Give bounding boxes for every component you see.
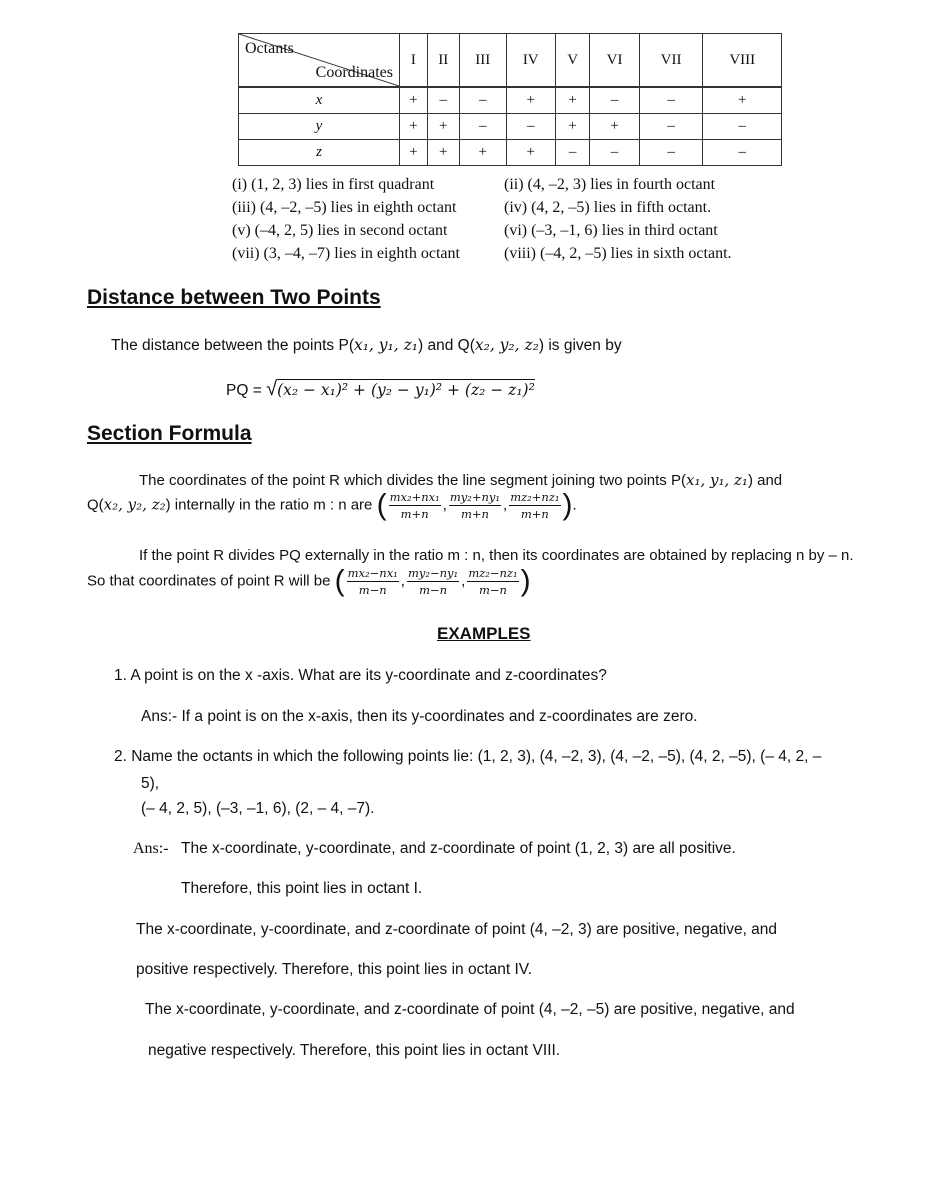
question-2-line-1: 2. Name the octants in which the following points lie: (1, 2, 3), (4, –2, 3), (4, –2, –5), (4, 2, –5), (– 4, 2, – xyxy=(114,748,822,765)
section-text: ) internally in the ratio m : n are xyxy=(165,496,373,514)
table-header-row xyxy=(239,34,782,88)
octant-header: I xyxy=(400,34,428,88)
sign-cell: + xyxy=(703,87,782,114)
sign-cell: – xyxy=(703,114,782,140)
octant-result: (ii) (4, –2, 3) lies in fourth octant xyxy=(504,176,716,193)
sign-cell: – xyxy=(506,114,555,140)
paren-open: ( xyxy=(334,564,345,598)
sign-cell: + xyxy=(506,87,555,114)
answer-2-line-5: The x-coordinate, y-coordinate, and z-coordinate of point (4, –2, –5) are positive, negative, and xyxy=(145,1001,795,1018)
sign-cell: + xyxy=(555,114,590,140)
octant-result-row xyxy=(232,242,732,265)
sign-cell: – xyxy=(590,87,639,114)
octant-header: II xyxy=(427,34,459,88)
distance-formula xyxy=(226,378,535,401)
sign-cell: – xyxy=(555,140,590,166)
sign-cell: – xyxy=(459,87,506,114)
point-q-coords: x₂, y₂, z₂ xyxy=(103,495,166,514)
octant-result-row xyxy=(232,173,732,196)
fraction-numerator: my₂−ny₁ xyxy=(407,566,459,580)
fraction-denominator: m+n xyxy=(400,507,429,521)
sign-cell: + xyxy=(427,140,459,166)
paren-open: ( xyxy=(376,488,387,522)
table-corner-cell xyxy=(239,34,400,88)
sign-cell: – xyxy=(703,140,782,166)
sign-cell: + xyxy=(400,87,428,114)
row-label: y xyxy=(239,114,400,140)
point-p-coords: x₁, y₁, z₁ xyxy=(685,471,748,489)
octant-result: (vi) (–3, –1, 6) lies in third octant xyxy=(504,222,718,239)
octant-result: (vii) (3, –4, –7) lies in eighth octant xyxy=(232,245,460,262)
internal-x-fraction xyxy=(389,490,441,521)
octant-header: III xyxy=(459,34,506,88)
formula-rhs: (x₂ − x₁)² + (y₂ − y₁)² + (z₂ − z₁)² xyxy=(277,381,535,399)
answer-2-line-1: The x-coordinate, y-coordinate, and z-coordinate of point (1, 2, 3) are all positive. xyxy=(181,840,736,857)
sign-cell: – xyxy=(639,114,703,140)
section-line-1 xyxy=(139,471,782,489)
octant-header: V xyxy=(555,34,590,88)
section-line-3: If the point R divides PQ externally in the ratio m : n, then its coordinates are obtained by replacing n by – n. xyxy=(139,547,854,564)
octant-header: VI xyxy=(590,34,639,88)
table-row-y xyxy=(239,114,782,140)
section-text: The coordinates of the point R which divides the line segment joining two points P( xyxy=(139,472,686,489)
fraction-denominator: m+n xyxy=(520,507,549,521)
fraction-numerator: mx₂−nx₁ xyxy=(347,566,398,580)
sign-cell: + xyxy=(590,114,639,140)
octant-header: VII xyxy=(639,34,703,88)
sign-cell: + xyxy=(555,87,590,114)
fraction-numerator: my₂+ny₁ xyxy=(449,490,501,504)
answer-2-line-3: The x-coordinate, y-coordinate, and z-coordinate of point (4, –2, 3) are positive, negative, and xyxy=(136,921,778,938)
octant-result: (v) (–4, 2, 5) lies in second octant xyxy=(232,222,448,239)
sign-cell: – xyxy=(639,140,703,166)
fraction-numerator: mx₂+nx₁ xyxy=(389,490,440,504)
distance-intro xyxy=(111,336,622,355)
answer-2-line-2: Therefore, this point lies in octant I. xyxy=(181,880,423,897)
sign-cell: + xyxy=(400,114,428,140)
row-label: z xyxy=(239,140,400,166)
sign-cell: + xyxy=(459,140,506,166)
sign-cell: + xyxy=(427,114,459,140)
paren-close: ) xyxy=(562,488,573,522)
section-line-2: Q(x₂, y₂, z₂) internally in the ratio m : n are ( $\frac{\text{mx₂+nx₁}}{m+n}$ , $\frac{\text{my₂+ny₁}}{m+n}$ , $\frac{\text{mz₂+nz₁}}{m+n}$ ). xyxy=(87,488,577,522)
formula-lhs: PQ = xyxy=(226,382,262,399)
point-q-coords: x₂, y₂, z₂ xyxy=(474,336,539,354)
point-p-coords: x₁, y₁, z₁ xyxy=(353,336,418,354)
sign-cell: – xyxy=(590,140,639,166)
answer-2-line-4: positive respectively. Therefore, this point lies in octant IV. xyxy=(136,961,533,978)
octant-result: (iii) (4, –2, –5) lies in eighth octant xyxy=(232,199,457,216)
octant-header: IV xyxy=(506,34,555,88)
question-2-line-2: 5), xyxy=(141,775,160,792)
answer-2-line-6: negative respectively. Therefore, this point lies in octant VIII. xyxy=(148,1042,561,1059)
table-row-x xyxy=(239,87,782,114)
paren-close: ) xyxy=(520,564,531,598)
octant-result: (iv) (4, 2, –5) lies in fifth octant. xyxy=(504,199,712,216)
external-x-fraction xyxy=(347,566,399,597)
fraction-denominator: m−n xyxy=(419,583,448,597)
octant-results-list xyxy=(232,173,732,265)
internal-y-fraction xyxy=(449,490,501,521)
internal-z-fraction xyxy=(509,490,560,521)
fraction-numerator: mz₂−nz₁ xyxy=(468,566,518,580)
fraction-denominator: m+n xyxy=(460,507,489,521)
corner-label-coordinates: Coordinates xyxy=(315,64,393,81)
sign-cell: + xyxy=(400,140,428,166)
sign-cell: – xyxy=(427,87,459,114)
sign-cell: + xyxy=(506,140,555,166)
fraction-denominator: m−n xyxy=(478,583,507,597)
distance-intro-text: The distance between the points P( xyxy=(111,337,354,354)
answer-1: Ans:- If a point is on the x-axis, then its y-coordinates and z-coordinates are zero. xyxy=(141,708,698,725)
corner-label-octants: Octants xyxy=(245,40,294,57)
question-2-line-3: (– 4, 2, 5), (–3, –1, 6), (2, – 4, –7). xyxy=(141,800,375,817)
table-row-z xyxy=(239,140,782,166)
section-line-4: So that coordinates of point R will be ( $\frac{\text{mx₂−nx₁}}{m-n}$ , $\frac{\text{my₂−ny₁}}{m-n}$ , $\frac{\text{mz₂−nz₁}}{m-n}$ ) xyxy=(87,564,531,598)
distance-intro-text: ) and Q( xyxy=(418,337,475,354)
answer-2-prefix: Ans:- xyxy=(133,840,169,857)
row-label: x xyxy=(239,87,400,114)
section-text: Q( xyxy=(87,496,104,514)
octant-result-row xyxy=(232,196,732,219)
octant-result: (i) (1, 2, 3) lies in first quadrant xyxy=(232,176,435,193)
section-text: So that coordinates of point R will be xyxy=(87,572,331,590)
distance-heading: Distance between Two Points xyxy=(87,286,381,309)
question-1: 1. A point is on the x -axis. What are its y-coordinate and z-coordinates? xyxy=(114,667,607,684)
external-y-fraction xyxy=(407,566,459,597)
octant-result: (viii) (–4, 2, –5) lies in sixth octant. xyxy=(504,245,732,262)
sign-cell: – xyxy=(639,87,703,114)
octant-sign-table xyxy=(238,33,782,166)
examples-heading: EXAMPLES xyxy=(437,624,531,643)
section-formula-heading: Section Formula xyxy=(87,422,252,445)
octant-result-row xyxy=(232,219,732,242)
sqrt-symbol-icon: √ xyxy=(266,378,278,400)
fraction-denominator: m−n xyxy=(358,583,387,597)
distance-intro-text: ) is given by xyxy=(538,337,622,354)
octant-header: VIII xyxy=(703,34,782,88)
fraction-numerator: mz₂+nz₁ xyxy=(510,490,560,504)
section-text: ) and xyxy=(747,472,783,489)
sign-cell: – xyxy=(459,114,506,140)
external-z-fraction xyxy=(467,566,518,597)
